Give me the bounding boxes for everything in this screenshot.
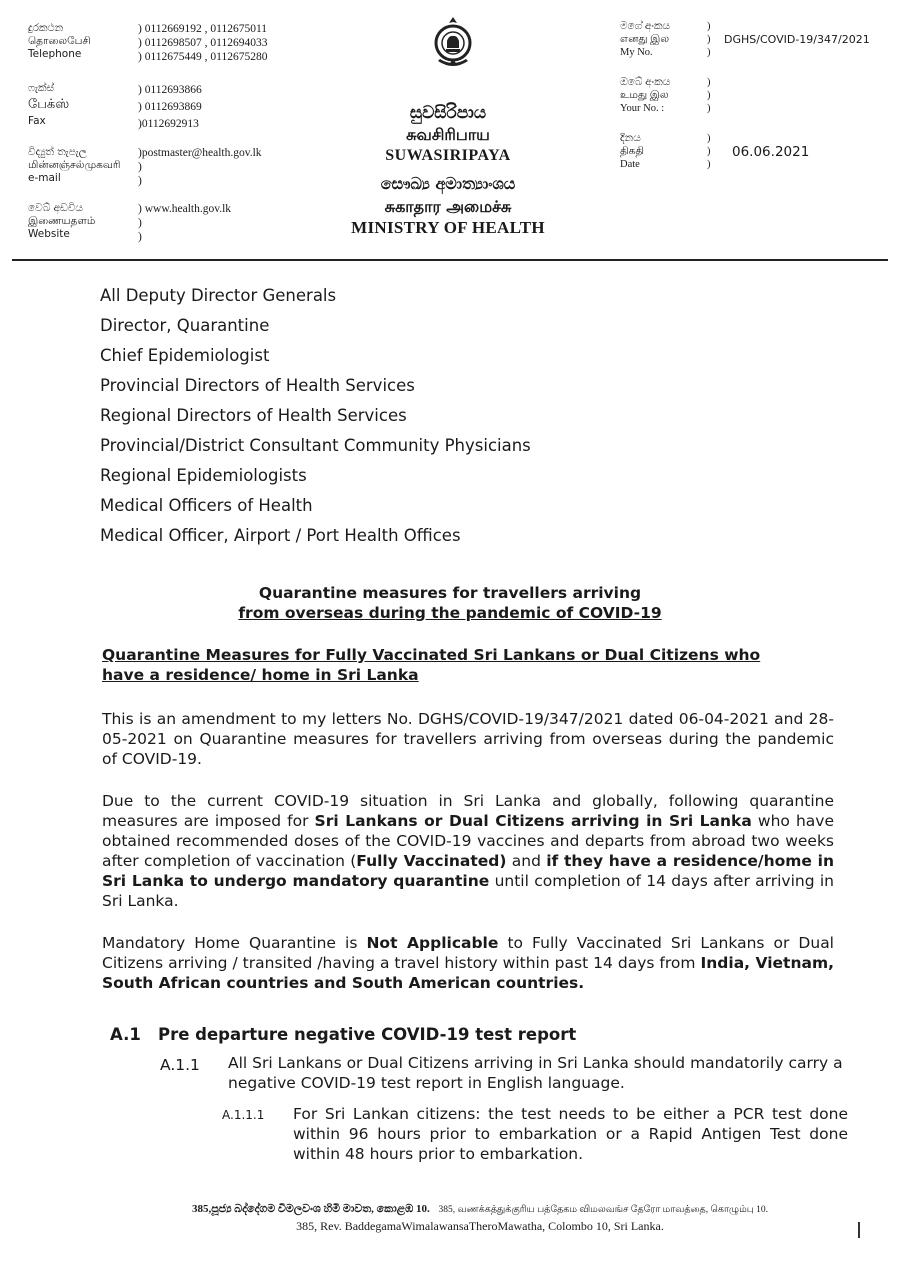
- paragraph-amendment: This is an amendment to my letters No. DGHS/COVID-19/347/2021 dated 06-04-2021 and 28-05-2021 on Quarantine measures for travellers arriving from overseas during the pandemic of COVID-19.: [102, 710, 834, 768]
- contact-block: [28, 22, 308, 248]
- recipient-item: Provincial/District Consultant Community Physicians: [100, 436, 531, 455]
- paragraph-measures: Due to the current COVID-19 situation in Sri Lanka and globally, following quarantine measures are imposed for Sri Lankans or Dual Citizens arriving in Sri Lanka who have obtained recommended doses of the COVID-19 vaccines and departs from abroad two weeks after completion of vaccination (Fully Vaccinated) and if they have a residence/home in Sri Lanka to undergo mandatory quarantine until completion of 14 days after arriving in Sri Lanka.: [102, 792, 835, 910]
- item-a1111-number: A.1.1.1: [222, 1108, 265, 1122]
- ref-date: දිනය திகதி Date ) ) ) 06.06.2021: [620, 133, 810, 170]
- date-value: 06.06.2021: [732, 144, 810, 160]
- item-a111-number: A.1.1: [160, 1056, 200, 1074]
- recipient-item: Regional Directors of Health Services: [100, 406, 407, 425]
- ref-my-no: මගේ අංකය எனது இல My No. ) ) ) DGHS/COVID-19/347/2021: [620, 21, 870, 58]
- page-edge-mark: [858, 1222, 860, 1238]
- recipient-item: Regional Epidemiologists: [100, 466, 307, 485]
- ministry-english: MINISTRY OF HEALTH: [351, 218, 545, 237]
- recipient-list: [100, 281, 700, 551]
- recipient-item: All Deputy Director Generals: [100, 286, 337, 305]
- item-a111-text: All Sri Lankans or Dual Citizens arriving in Sri Lanka should mandatorily carry a negative COVID-19 test report in English language.: [228, 1054, 843, 1092]
- contact-email: විද්‍යුත් තැපැල மின்னஞ்சல்முகவரி e-mail )postmaster@health.gov.lk ) ): [28, 146, 262, 187]
- recipient-item: Chief Epidemiologist: [100, 346, 270, 365]
- suwasiripaya-tamil: சுவசிரிபாய: [406, 125, 490, 144]
- letterhead-center: [318, 102, 578, 238]
- suwasiripaya-sinhala: සුවසිරිපාය: [409, 103, 487, 123]
- section-a1-heading: A.1 Pre departure negative COVID-19 test report: [110, 1025, 577, 1044]
- ref-your-no: ඔබේ අංකය உமது இல Your No. : ) ) ): [620, 77, 711, 114]
- paragraph-not-applicable: Mandatory Home Quarantine is Not Applicable to Fully Vaccinated Sri Lankans or Dual Citizens arriving / transited /having a travel history within past 14 days from India, Vietnam, South African countries and South American countries.: [102, 934, 834, 992]
- contact-website: වෙබ් අඩවිය இணையதளம் Website ) www.health.gov.lk ) ): [28, 202, 232, 243]
- ministry-sinhala: සෞඛ්‍ය අමාත්‍යාංශය: [380, 174, 516, 193]
- item-a1111-text: For Sri Lankan citizens: the test needs to be either a PCR test done within 96 hours prior to embarkation or a Rapid Antigen Test done within 48 hours prior to embarkation.: [293, 1105, 848, 1163]
- suwasiripaya-english: SUWASIRIPAYA: [385, 147, 511, 164]
- recipient-item: Provincial Directors of Health Services: [100, 376, 415, 395]
- document-title: Quarantine measures for travellers arriving from overseas during the pandemic of COVID-19: [238, 584, 662, 622]
- recipient-item: Director, Quarantine: [100, 316, 270, 335]
- recipient-item: Medical Officer, Airport / Port Health Offices: [100, 526, 461, 545]
- sri-lanka-emblem-icon: [432, 15, 474, 71]
- header-divider: [12, 259, 888, 261]
- ministry-tamil: சுகாதார அமைச்சு: [384, 197, 512, 216]
- contact-telephone: දුරකථන தொலைபேசி Telephone ) 0112669192 , 0112675011 ) 0112698507 , 0112694033 ) 0112675449 , 0112675280: [28, 22, 268, 63]
- recipient-item: Medical Officers of Health: [100, 496, 313, 515]
- reference-block: [620, 20, 890, 176]
- my-no-value: DGHS/COVID-19/347/2021: [724, 33, 870, 46]
- section-subtitle: Quarantine Measures for Fully Vaccinated Sri Lankans or Dual Citizens who have a residence/ home in Sri Lanka: [102, 646, 761, 684]
- contact-fax: ෆැක්ස් பேக்ஸ் Fax ) 0112693866 ) 0112693869 )0112692913: [28, 82, 202, 130]
- footer-address: 385,පූජ්‍ය බද්දේගම විමලවංශ හිමි මාවත, කොළඹ 10. 385, வணக்கத்துக்குரிய பத்தேகம விமலவங்ச தேரோ மாவத்தை, கொழும்பு 10. 385, Rev. BaddegamaWimalawansaTheroMawatha, Colombo 10, Sri Lanka.: [191, 1203, 769, 1233]
